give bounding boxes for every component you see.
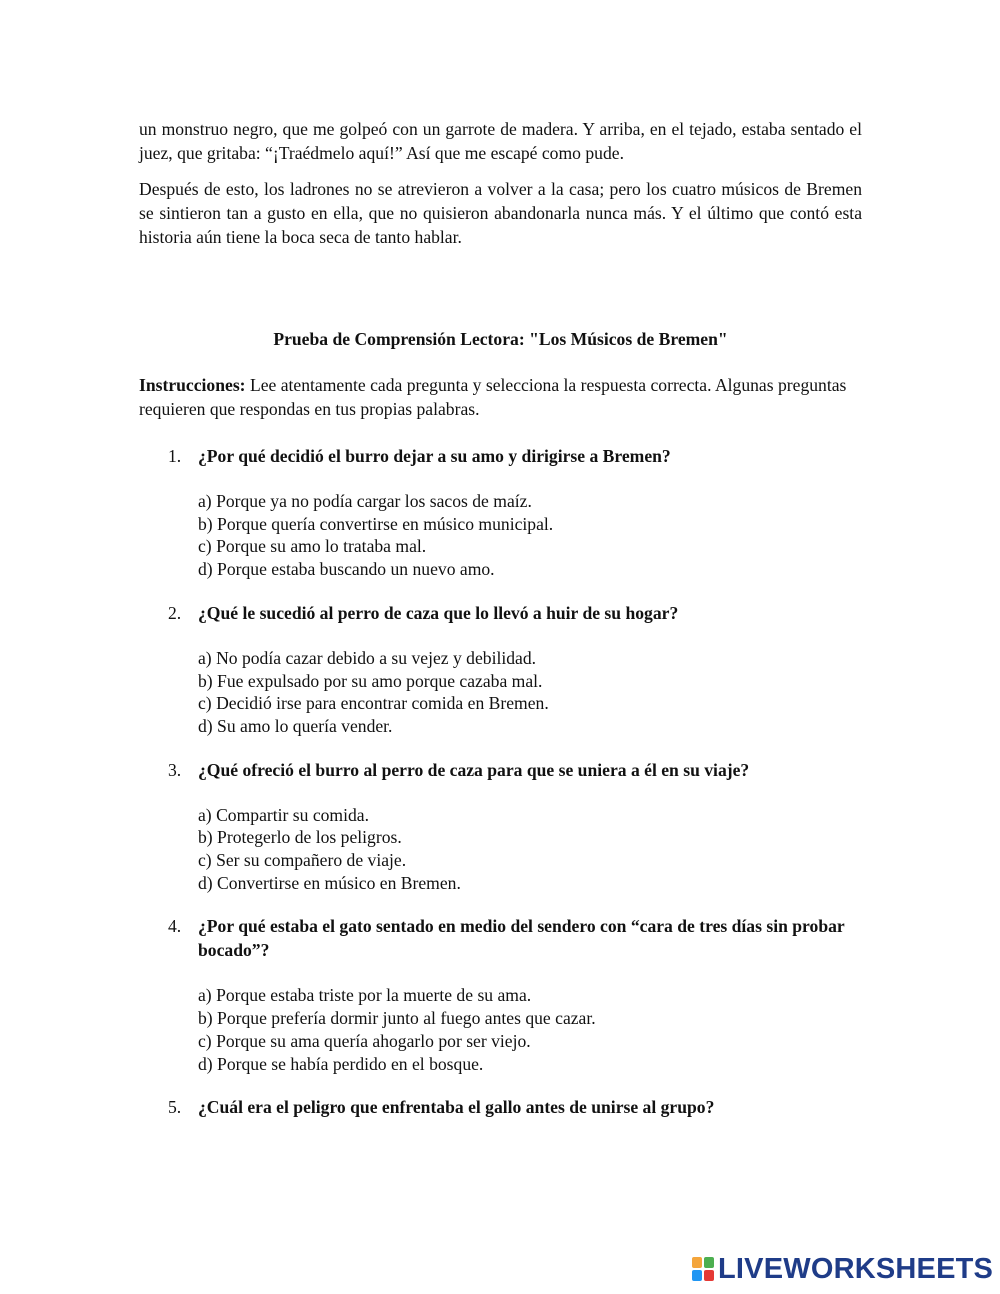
instructions-text: Lee atentamente cada pregunta y selecciona la respuesta correcta. Algunas preguntas requieren que respondas en tus propias palabras. xyxy=(139,375,847,419)
logo-block xyxy=(704,1270,714,1281)
story-paragraph: Después de esto, los ladrones no se atrevieron a volver a la casa; pero los cuatro músicos de Bremen se sintieron tan a gusto en ella, que no quisieron abandonarla nunca más. Y el último que contó esta historia aún tiene la boca seca de tanto hablar. xyxy=(139,179,862,247)
story-paragraph: un monstruo negro, que me golpeó con un garrote de madera. Y arriba, en el tejado, estaba sentado el juez, que gritaba: “¡Traédmelo aquí!” Así que me escapé como pude. xyxy=(139,119,862,163)
answer-option[interactable]: b) Porque quería convertirse en músico municipal. xyxy=(198,513,554,534)
liveworksheets-logo xyxy=(692,1255,993,1283)
brand-name: LIVEWORKSHEETS xyxy=(718,1253,994,1285)
instructions-label: Instrucciones: xyxy=(139,375,246,395)
answer-option[interactable]: c) Porque su amo lo trataba mal. xyxy=(198,536,427,557)
question-item xyxy=(139,914,862,1075)
answer-option[interactable]: c) Ser su compañero de viaje. xyxy=(198,850,407,871)
answer-option[interactable]: d) Convertirse en músico en Bremen. xyxy=(198,872,461,893)
quiz-instructions xyxy=(139,373,862,421)
question-text: ¿Qué le sucedió al perro de caza que lo llevó a huir de su hogar? xyxy=(198,602,679,623)
answer-option[interactable]: b) Porque prefería dormir junto al fuego antes que cazar. xyxy=(198,1008,596,1029)
question-item xyxy=(139,758,862,895)
document-page xyxy=(139,117,862,1141)
logo-block xyxy=(704,1257,714,1268)
question-item xyxy=(139,444,862,581)
question-text: ¿Qué ofreció el burro al perro de caza para que se uniera a él en su viaje? xyxy=(198,759,750,780)
answer-option[interactable]: d) Porque se había perdido en el bosque. xyxy=(198,1053,484,1074)
logo-blocks-icon xyxy=(692,1257,714,1281)
quiz-title: Prueba de Comprensión Lectora: "Los Músicos de Bremen" xyxy=(273,329,728,349)
question-number: 3. xyxy=(168,759,182,780)
question-text: ¿Por qué estaba el gato sentado en medio del sendero con “cara de tres días sin probar bocado”? xyxy=(198,916,845,961)
logo-block xyxy=(692,1270,702,1281)
answer-option[interactable]: b) Fue expulsado por su amo porque cazaba mal. xyxy=(198,670,543,691)
answer-option[interactable]: d) Su amo lo quería vender. xyxy=(198,715,393,736)
question-number: 4. xyxy=(168,916,182,937)
answer-option[interactable]: c) Porque su ama quería ahogarlo por ser viejo. xyxy=(198,1030,531,1051)
question-item xyxy=(139,601,862,738)
question-text: ¿Por qué decidió el burro dejar a su amo y dirigirse a Bremen? xyxy=(198,446,671,466)
question-number: 2. xyxy=(168,602,182,623)
question-number: 1. xyxy=(168,446,182,466)
question-item xyxy=(139,1095,862,1119)
answer-option[interactable]: d) Porque estaba buscando un nuevo amo. xyxy=(198,559,495,580)
question-list xyxy=(139,444,862,1119)
answer-option[interactable]: b) Protegerlo de los peligros. xyxy=(198,827,402,848)
question-text: ¿Cuál era el peligro que enfrentaba el gallo antes de unirse al grupo? xyxy=(198,1097,715,1118)
answer-option[interactable]: c) Decidió irse para encontrar comida en Bremen. xyxy=(198,693,549,714)
answer-option[interactable]: a) Porque ya no podía cargar los sacos de maíz. xyxy=(198,491,532,511)
answer-option[interactable]: a) Porque estaba triste por la muerte de su ama. xyxy=(198,985,532,1006)
logo-block xyxy=(692,1257,702,1268)
answer-option[interactable]: a) Compartir su comida. xyxy=(198,804,370,825)
answer-option[interactable]: a) No podía cazar debido a su vejez y debilidad. xyxy=(198,647,537,668)
question-number: 5. xyxy=(168,1097,182,1118)
